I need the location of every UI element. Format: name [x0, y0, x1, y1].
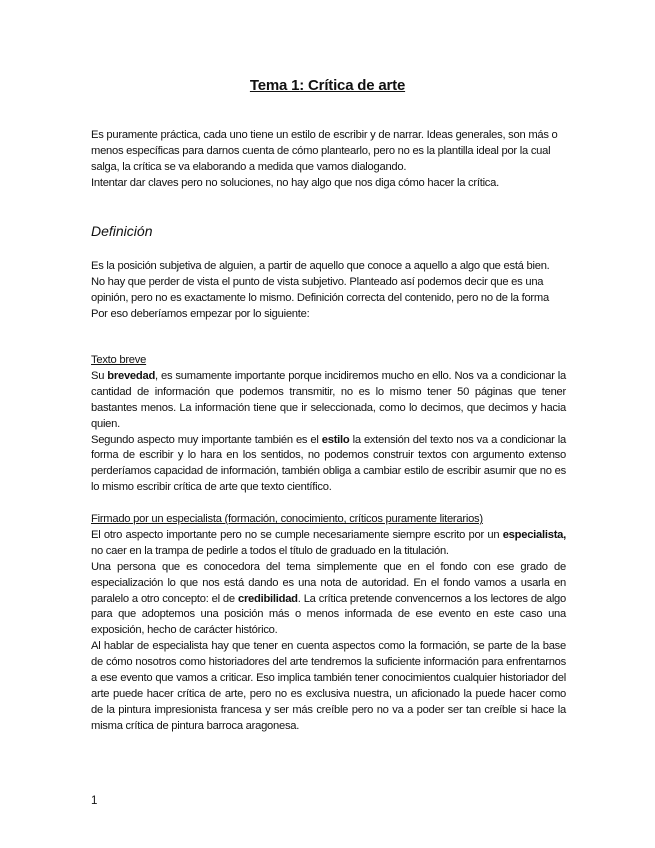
text-run: . La crítica pretende convencernos a los lectores de algo para que adoptemos una posición más o menos informada de ese evento en este caso una exposición, hecho de carácter histórico. [91, 592, 566, 637]
definicion-heading: Definición [91, 223, 153, 239]
texto-breve-heading: Texto breve [91, 354, 147, 366]
texto-breve-paragraph-2 [91, 433, 566, 497]
text-run: El otro aspecto importante pero no se cumple necesariamente siempre escrito por un [91, 528, 503, 541]
text-run: Su [91, 369, 108, 382]
intro-section [91, 128, 566, 192]
texto-breve-paragraph-1 [91, 369, 566, 433]
text-run: , es sumamente importante porque incidiremos mucho en ello. Nos va a condicionar la cantidad de información que podemos transmitir, no es lo mismo tener 50 páginas que tener bastantes menos. La información tiene que ir seleccionada, como lo decimos, que decimos y hacia quien. [91, 369, 566, 430]
page-title-text: Tema 1: Crítica de arte [249, 77, 406, 94]
bold-term-credibilidad: credibilidad [237, 592, 298, 605]
firmado-paragraph-3: Al hablar de especialista hay que tener en cuenta aspectos como la formación, se parte de la base de cómo nosotros como historiadores del arte tendremos la suficiente información para enfrentarnos a ese evento que vamos a criticar. Eso implica también tener conocimientos cualquier historiador del arte puede hacer crítica de arte, pero no es exclusiva nuestra, un aficionado la puede hacer como de la pintura impresionista francesa y ser más creíble pero no va a poder ser tan creíble si hace la misma crítica de pintura barroca aragonesa. [91, 640, 566, 732]
definicion-section [91, 259, 566, 323]
text-run: Segundo aspecto muy importante también es el [91, 433, 322, 446]
firmado-paragraph-2 [91, 560, 566, 640]
definicion-paragraph-1: Es la posición subjetiva de alguien, a partir de aquello que conoce a aquello a algo que está bien. No hay que perder de vista el punto de vista subjetivo. Planteado así podemos decir que es una opinión, pero no es exactamente lo mismo. Definición correcta del contenido, pero no de la forma [91, 260, 550, 304]
bold-term-estilo: estilo [321, 433, 350, 446]
text-run: no caer en la trampa de pedirle a todos el título de graduado en la titulación. [91, 544, 449, 557]
intro-paragraph-2: Intentar dar claves pero no soluciones, no hay algo que nos diga cómo hacer la crítica. [91, 176, 499, 189]
bold-term-brevedad: brevedad [107, 369, 156, 382]
page-number: 1 [91, 795, 98, 807]
firmado-heading: Firmado por un especialista (formación, conocimiento, críticos puramente literarios) [91, 513, 483, 525]
bold-term-especialista: especialista, [502, 528, 566, 541]
texto-breve-section [91, 353, 566, 496]
text-run: la extensión del texto nos va a condicionar la forma de escribir y lo hara en los sentidos, no podemos construir textos con argumento extenso perderíamos capacidad de información, también obliga a cambiar estilo de escribir asumir que no es lo mismo escribir crítica de arte que texto científico. [91, 433, 566, 494]
definicion-paragraph-2: Por eso deberíamos empezar por lo siguiente: [91, 307, 310, 320]
text-run: Una persona que es conocedora del tema simplemente que en el fondo con ese grado de especialización lo que nos está dando es una nota de autoridad. En el fondo vamos a usarla en paralelo a otro concepto: el de [91, 560, 566, 605]
firmado-section [91, 512, 566, 735]
intro-paragraph-1: Es puramente práctica, cada uno tiene un estilo de escribir y de narrar. Ideas generales, son más o menos específicas para darnos cuenta de cómo plantearlo, pero no es la plantilla ideal por la cual salga, la crítica se va elaborando a medida que vamos dialogando. [91, 129, 558, 173]
page-title [0, 77, 655, 94]
firmado-paragraph-1 [91, 528, 566, 560]
